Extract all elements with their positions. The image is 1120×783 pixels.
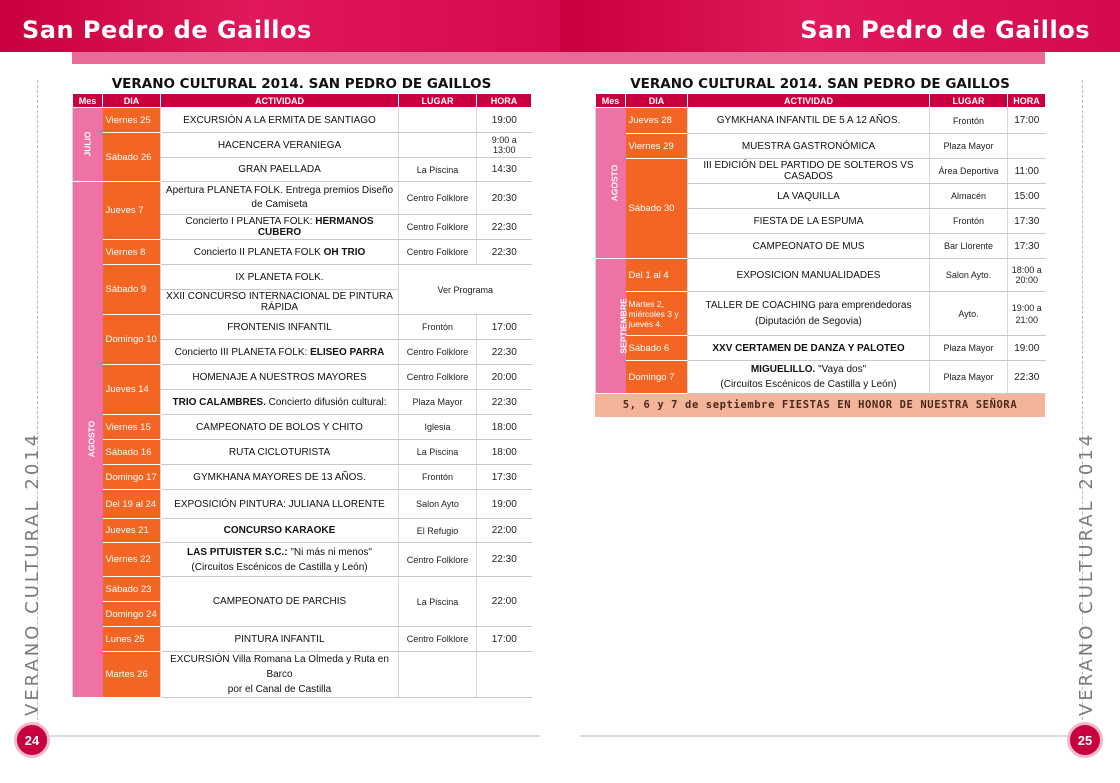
activity-cell: Concierto I PLANETA FOLK: HERMANOS CUBERO <box>161 215 399 240</box>
table-row <box>596 159 1046 184</box>
time-cell: 22:30 <box>477 340 532 365</box>
table-row <box>73 440 532 465</box>
time-cell: 15:00 <box>1008 184 1046 209</box>
table-row <box>596 134 1046 159</box>
activity-cell: MIGUELILLO. "Vaya dos" (Circuitos Escénicos de Castilla y León) <box>688 361 930 394</box>
place-cell: Centro Folklore <box>399 543 477 577</box>
table-row <box>73 108 532 133</box>
place-cell <box>399 133 477 158</box>
table-header-row <box>73 94 532 108</box>
day-cell: Jueves 14 <box>103 365 161 415</box>
activity-cell: XXV CERTAMEN DE DANZA Y PALOTEO <box>688 336 930 361</box>
time-cell: 22:00 <box>477 577 532 627</box>
day-cell: Sábado 6 <box>626 336 688 361</box>
activity-cell: FIESTA DE LA ESPUMA <box>688 209 930 234</box>
activity-cell: CAMPEONATO DE BOLOS Y CHITO <box>161 415 399 440</box>
activity-cell: LAS PITUISTER S.C.: "Ni más ni menos" (Circuitos Escénicos de Castilla y León) <box>161 543 399 577</box>
schedule-right <box>595 76 1045 417</box>
table-row <box>73 519 532 543</box>
header-strip-right <box>560 52 1045 64</box>
table-row <box>73 265 532 290</box>
table-row <box>596 361 1046 394</box>
activity-cell: CAMPEONATO DE MUS <box>688 234 930 259</box>
time-cell: 18:00 a 20:00 <box>1008 259 1046 292</box>
activity-cell: HACENCERA VERANIEGA <box>161 133 399 158</box>
time-cell: 17:00 <box>477 627 532 652</box>
time-cell: 9:00 a 13:00 <box>477 133 532 158</box>
place-cell: Área Deportiva <box>930 159 1008 184</box>
activity-cell: GYMKHANA MAYORES DE 13 AÑOS. <box>161 465 399 490</box>
time-cell: 22:30 <box>1008 361 1046 394</box>
place-cell: Ayto. <box>930 292 1008 336</box>
activity-cell: III EDICIÓN DEL PARTIDO DE SOLTEROS VS CASADOS <box>688 159 930 184</box>
day-cell: Domingo 24 <box>103 602 161 627</box>
schedule-left <box>72 76 531 698</box>
activity-cell: GRAN PAELLADA <box>161 158 399 182</box>
month-cell: SEPTIEMBRE <box>596 259 626 394</box>
day-cell: Jueves 28 <box>626 108 688 134</box>
time-cell: 19:00 <box>477 108 532 133</box>
time-cell <box>1008 134 1046 159</box>
place-cell <box>399 108 477 133</box>
day-cell: Del 1 al 4 <box>626 259 688 292</box>
day-cell: Jueves 7 <box>103 182 161 240</box>
side-caption-left: VERANO CULTURAL 2014 <box>22 431 43 716</box>
table-row <box>73 627 532 652</box>
activity-cell: PINTURA INFANTIL <box>161 627 399 652</box>
side-caption-right: VERANO CULTURAL 2014 <box>1076 431 1097 716</box>
table-header-row <box>596 94 1046 108</box>
day-cell: Del 19 al 24 <box>103 490 161 519</box>
place-cell: Plaza Mayor <box>399 390 477 415</box>
place-cell: Salon Ayto. <box>930 259 1008 292</box>
col-mes: Mes <box>596 94 626 108</box>
col-lugar: LUGAR <box>930 94 1008 108</box>
table-row <box>73 465 532 490</box>
time-cell: 20:00 <box>477 365 532 390</box>
town-title-right: San Pedro de Gaillos <box>800 16 1090 44</box>
day-cell: Viernes 29 <box>626 134 688 159</box>
page-number-left: 24 <box>14 722 50 758</box>
day-cell: Sábado 26 <box>103 133 161 182</box>
time-cell: 22:30 <box>477 240 532 265</box>
time-cell: 22:30 <box>477 215 532 240</box>
page-number-right: 25 <box>1067 722 1103 758</box>
place-cell: Ver Programa <box>399 265 532 315</box>
activity-cell: HOMENAJE A NUESTROS MAYORES <box>161 365 399 390</box>
table-row <box>73 652 532 698</box>
col-mes: Mes <box>73 94 103 108</box>
day-cell: Martes 2, miércoles 3 y jueves 4. <box>626 292 688 336</box>
schedule-table-left <box>72 93 532 698</box>
time-cell: 17:00 <box>1008 108 1046 134</box>
table-title-left: VERANO CULTURAL 2014. SAN PEDRO DE GAILLOS <box>111 76 492 92</box>
day-cell: Jueves 21 <box>103 519 161 543</box>
time-cell <box>477 652 532 698</box>
time-cell: 22:00 <box>477 519 532 543</box>
activity-cell: Concierto III PLANETA FOLK: ELISEO PARRA <box>161 340 399 365</box>
place-cell: Frontón <box>930 209 1008 234</box>
table-row <box>596 292 1046 336</box>
time-cell: 19:00 <box>477 490 532 519</box>
activity-cell: EXPOSICIÓN PINTURA: JULIANA LLORENTE <box>161 490 399 519</box>
place-cell: Almacén <box>930 184 1008 209</box>
place-cell <box>399 652 477 698</box>
col-actividad: ACTIVIDAD <box>161 94 399 108</box>
day-cell: Viernes 15 <box>103 415 161 440</box>
table-row <box>596 336 1046 361</box>
col-dia: DIA <box>103 94 161 108</box>
place-cell: Frontón <box>930 108 1008 134</box>
activity-cell: LA VAQUILLA <box>688 184 930 209</box>
town-title-left: San Pedro de Gaillos <box>22 16 312 44</box>
activity-cell: CAMPEONATO DE PARCHIS <box>161 577 399 627</box>
table-row <box>73 490 532 519</box>
place-cell: La Piscina <box>399 577 477 627</box>
table-row <box>73 415 532 440</box>
place-cell: Centro Folklore <box>399 215 477 240</box>
day-cell: Viernes 22 <box>103 543 161 577</box>
activity-cell: Concierto II PLANETA FOLK OH TRIO <box>161 240 399 265</box>
time-cell: 22:30 <box>477 390 532 415</box>
time-cell: 19:00 a 21:00 <box>1008 292 1046 336</box>
col-actividad: ACTIVIDAD <box>688 94 930 108</box>
table-row <box>73 543 532 577</box>
activity-cell: XXII CONCURSO INTERNACIONAL DE PINTURA RÁPIDA <box>161 290 399 315</box>
activity-cell: MUESTRA GASTRONÓMICA <box>688 134 930 159</box>
time-cell: 11:00 <box>1008 159 1046 184</box>
place-cell: La Piscina <box>399 158 477 182</box>
day-cell: Domingo 10 <box>103 315 161 365</box>
activity-cell: GYMKHANA INFANTIL DE 5 A 12 AÑOS. <box>688 108 930 134</box>
place-cell: Bar Llorente <box>930 234 1008 259</box>
col-hora: HORA <box>1008 94 1046 108</box>
col-dia: DIA <box>626 94 688 108</box>
place-cell: Centro Folklore <box>399 627 477 652</box>
time-cell: 17:00 <box>477 315 532 340</box>
activity-cell: TALLER DE COACHING para emprendedoras (Diputación de Segovia) <box>688 292 930 336</box>
table-row <box>73 577 532 602</box>
place-cell: Plaza Mayor <box>930 134 1008 159</box>
activity-cell: EXCURSIÓN A LA ERMITA DE SANTIAGO <box>161 108 399 133</box>
time-cell: 17:30 <box>1008 234 1046 259</box>
day-cell: Martes 26 <box>103 652 161 698</box>
day-cell: Viernes 8 <box>103 240 161 265</box>
schedule-table-right <box>595 93 1046 394</box>
activity-cell: EXPOSICION MANUALIDADES <box>688 259 930 292</box>
place-cell: Centro Folklore <box>399 340 477 365</box>
place-cell: Plaza Mayor <box>930 361 1008 394</box>
place-cell: Iglesia <box>399 415 477 440</box>
place-cell: Salon Ayto <box>399 490 477 519</box>
day-cell: Sábado 23 <box>103 577 161 602</box>
place-cell: Frontón <box>399 315 477 340</box>
time-cell: 18:00 <box>477 415 532 440</box>
table-title-right: VERANO CULTURAL 2014. SAN PEDRO DE GAILLOS <box>630 76 1010 92</box>
place-cell: Centro Folklore <box>399 182 477 215</box>
col-hora: HORA <box>477 94 532 108</box>
col-lugar: LUGAR <box>399 94 477 108</box>
time-cell: 19:00 <box>1008 336 1046 361</box>
place-cell: Frontón <box>399 465 477 490</box>
day-cell: Sábado 9 <box>103 265 161 315</box>
table-row <box>73 315 532 340</box>
day-cell: Sábado 30 <box>626 159 688 259</box>
table-row <box>73 365 532 390</box>
table-row <box>596 108 1046 134</box>
day-cell: Lunes 25 <box>103 627 161 652</box>
activity-cell: FRONTENIS INFANTIL <box>161 315 399 340</box>
place-cell: Centro Folklore <box>399 365 477 390</box>
month-cell: JULIO <box>73 108 103 182</box>
place-cell: El Refugio <box>399 519 477 543</box>
day-cell: Viernes 25 <box>103 108 161 133</box>
table-row <box>73 182 532 215</box>
day-cell: Domingo 17 <box>103 465 161 490</box>
place-cell: La Piscina <box>399 440 477 465</box>
day-cell: Domingo 7 <box>626 361 688 394</box>
activity-cell: Apertura PLANETA FOLK. Entrega premios Diseño de Camiseta <box>161 182 399 215</box>
time-cell: 22:30 <box>477 543 532 577</box>
activity-cell: EXCURSIÓN Villa Romana La Olmeda y Ruta en Barco por el Canal de Castilla <box>161 652 399 698</box>
place-cell: Plaza Mayor <box>930 336 1008 361</box>
month-cell: AGOSTO <box>596 108 626 259</box>
activity-cell: IX PLANETA FOLK. <box>161 265 399 290</box>
month-cell: AGOSTO <box>73 182 103 698</box>
time-cell: 17:30 <box>1008 209 1046 234</box>
fiestas-banner: 5, 6 y 7 de septiembre FIESTAS EN HONOR DE NUESTRA SEÑORA <box>595 394 1045 417</box>
activity-cell: TRIO CALAMBRES. Concierto difusión cultural: <box>161 390 399 415</box>
page-curve-right <box>580 735 1080 737</box>
activity-cell: RUTA CICLOTURISTA <box>161 440 399 465</box>
table-row <box>73 240 532 265</box>
time-cell: 17:30 <box>477 465 532 490</box>
time-cell: 20:30 <box>477 182 532 215</box>
time-cell: 14:30 <box>477 158 532 182</box>
time-cell: 18:00 <box>477 440 532 465</box>
place-cell: Centro Folklore <box>399 240 477 265</box>
activity-cell: CONCURSO KARAOKE <box>161 519 399 543</box>
page-curve-left <box>40 735 540 737</box>
day-cell: Sábado 16 <box>103 440 161 465</box>
header-strip-left <box>72 52 560 64</box>
table-row <box>596 259 1046 292</box>
table-row <box>73 133 532 158</box>
